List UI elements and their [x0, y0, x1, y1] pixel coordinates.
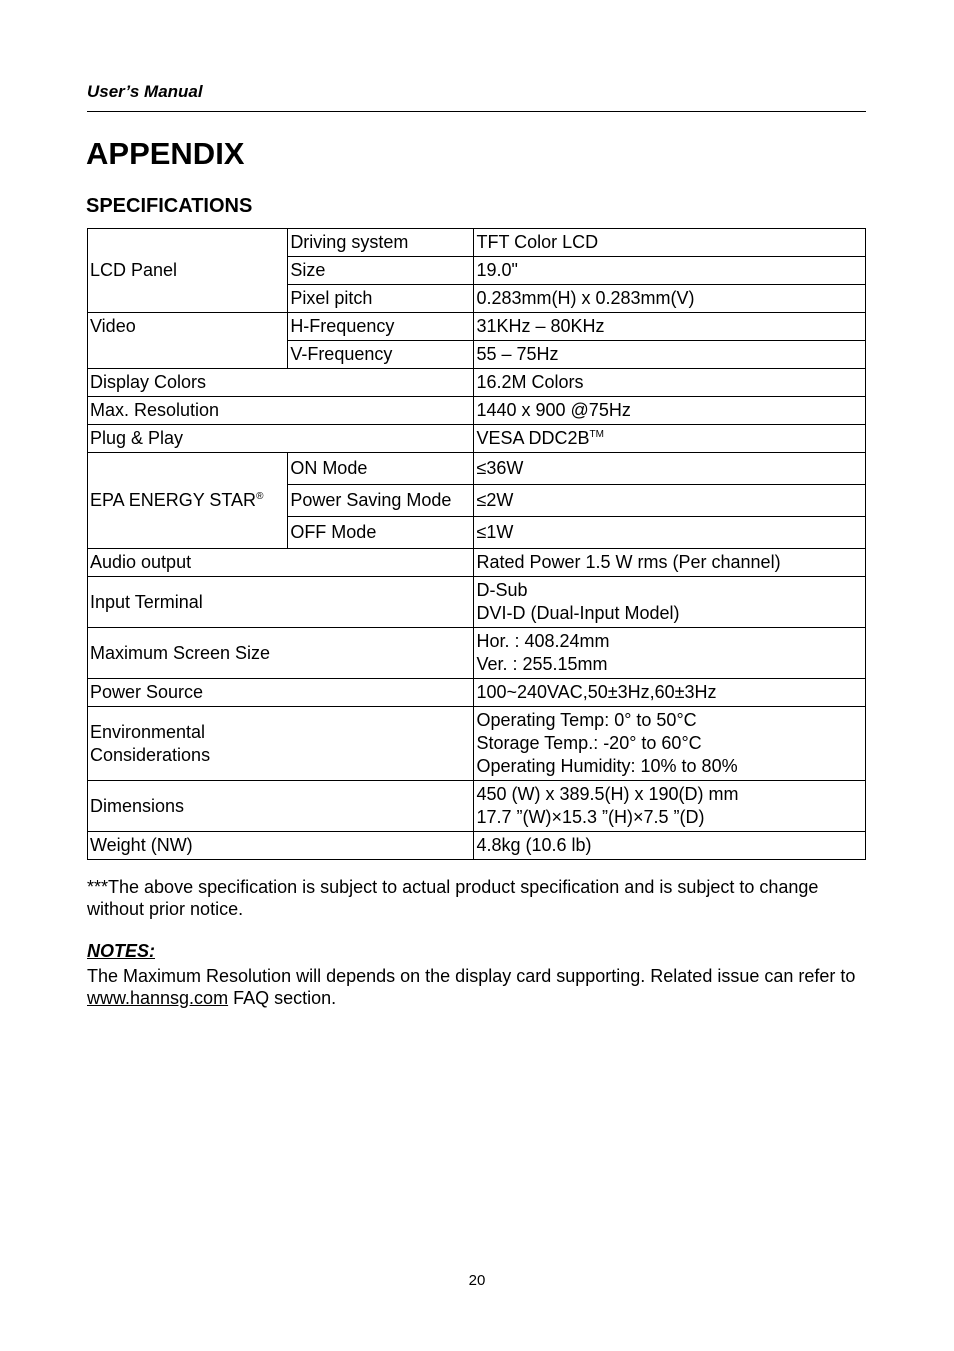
- spec-value-cell: [474, 628, 866, 679]
- table-row: [88, 832, 866, 860]
- spec-label: Input Terminal: [88, 577, 474, 628]
- spec-label: Display Colors: [88, 369, 474, 397]
- table-row: [88, 628, 866, 679]
- spec-value: 16.2M Colors: [474, 369, 866, 397]
- spec-value: Rated Power 1.5 W rms (Per channel): [474, 549, 866, 577]
- spec-value-line: Operating Humidity: 10% to 80%: [476, 756, 738, 776]
- table-row: [88, 425, 866, 453]
- specifications-table: [87, 228, 866, 860]
- spec-value: 31KHz – 80KHz: [474, 313, 866, 341]
- spec-value: TFT Color LCD: [474, 229, 866, 257]
- trademark-mark: TM: [589, 429, 604, 440]
- table-row: [88, 781, 866, 832]
- spec-label: Max. Resolution: [88, 397, 474, 425]
- table-row: [88, 549, 866, 577]
- spec-value: 4.8kg (10.6 lb): [474, 832, 866, 860]
- spec-value-line: 17.7 ”(W)×15.3 ”(H)×7.5 ”(D): [476, 807, 705, 827]
- notes-heading: NOTES:: [87, 941, 156, 961]
- spec-value-line: 450 (W) x 389.5(H) x 190(D) mm: [476, 784, 739, 804]
- spec-value-cell: [474, 707, 866, 781]
- page-number: 20: [468, 1272, 486, 1289]
- spec-value: VESA DDC2B: [476, 428, 590, 448]
- spec-label: Video: [88, 313, 288, 369]
- spec-sublabel: ON Mode: [288, 453, 474, 485]
- spec-value-line: DVI-D (Dual-Input Model): [476, 603, 680, 623]
- table-row: [88, 453, 866, 485]
- spec-sublabel: Power Saving Mode: [288, 485, 474, 517]
- spec-label: LCD Panel: [88, 229, 288, 313]
- spec-label-cell: [88, 707, 474, 781]
- spec-value-cell: [474, 577, 866, 628]
- spec-label: Power Source: [88, 679, 474, 707]
- table-row: [88, 369, 866, 397]
- spec-value-cell: [474, 781, 866, 832]
- spec-sublabel: H-Frequency: [288, 313, 474, 341]
- spec-sublabel: Size: [288, 257, 474, 285]
- spec-label: Dimensions: [88, 781, 474, 832]
- spec-label: Audio output: [88, 549, 474, 577]
- spec-sublabel: V-Frequency: [288, 341, 474, 369]
- spec-value-line: Operating Temp: 0° to 50°C: [476, 710, 697, 730]
- header-divider: [87, 111, 866, 112]
- spec-disclaimer: ***The above specification is subject to actual product specification and is subject to change without prior notice.: [87, 877, 819, 919]
- spec-sublabel: Pixel pitch: [288, 285, 474, 313]
- spec-value: 100~240VAC,50±3Hz,60±3Hz: [474, 679, 866, 707]
- spec-value-line: Ver. : 255.15mm: [476, 654, 608, 674]
- notes-text-after: FAQ section.: [228, 988, 337, 1008]
- spec-label: Maximum Screen Size: [88, 628, 474, 679]
- spec-value-cell: [474, 425, 866, 453]
- spec-label: EPA ENERGY STAR: [90, 490, 257, 510]
- spec-value: ≤2W: [474, 485, 866, 517]
- spec-label-line: Considerations: [90, 744, 211, 765]
- spec-value: 0.283mm(H) x 0.283mm(V): [474, 285, 866, 313]
- website-link[interactable]: www.hannsg.com: [87, 988, 229, 1008]
- spec-value: 1440 x 900 @75Hz: [474, 397, 866, 425]
- spec-label: Plug & Play: [88, 425, 474, 453]
- spec-value: 19.0": [474, 257, 866, 285]
- table-row: [88, 397, 866, 425]
- spec-label: Weight (NW): [88, 832, 474, 860]
- running-header: User’s Manual: [87, 82, 203, 101]
- section-title: SPECIFICATIONS: [86, 195, 253, 217]
- table-row: [88, 679, 866, 707]
- spec-sublabel: Driving system: [288, 229, 474, 257]
- spec-value-line: Hor. : 408.24mm: [476, 631, 610, 651]
- table-row: [88, 229, 866, 257]
- table-row: [88, 707, 866, 781]
- table-row: [88, 577, 866, 628]
- spec-value-line: Storage Temp.: -20° to 60°C: [476, 733, 702, 753]
- spec-value-line: D-Sub: [476, 580, 528, 600]
- spec-value: 55 – 75Hz: [474, 341, 866, 369]
- registered-mark: ®: [256, 491, 264, 502]
- spec-sublabel: OFF Mode: [288, 517, 474, 549]
- table-row: [88, 313, 866, 341]
- page-title: APPENDIX: [86, 136, 245, 171]
- spec-value: ≤1W: [474, 517, 866, 549]
- spec-label-line: Environmental: [90, 721, 206, 742]
- notes-text: [87, 965, 866, 1009]
- spec-label-cell: [88, 453, 288, 549]
- notes-text-before: The Maximum Resolution will depends on the display card supporting. Related issue can refer to: [87, 966, 856, 986]
- spec-value: ≤36W: [474, 453, 866, 485]
